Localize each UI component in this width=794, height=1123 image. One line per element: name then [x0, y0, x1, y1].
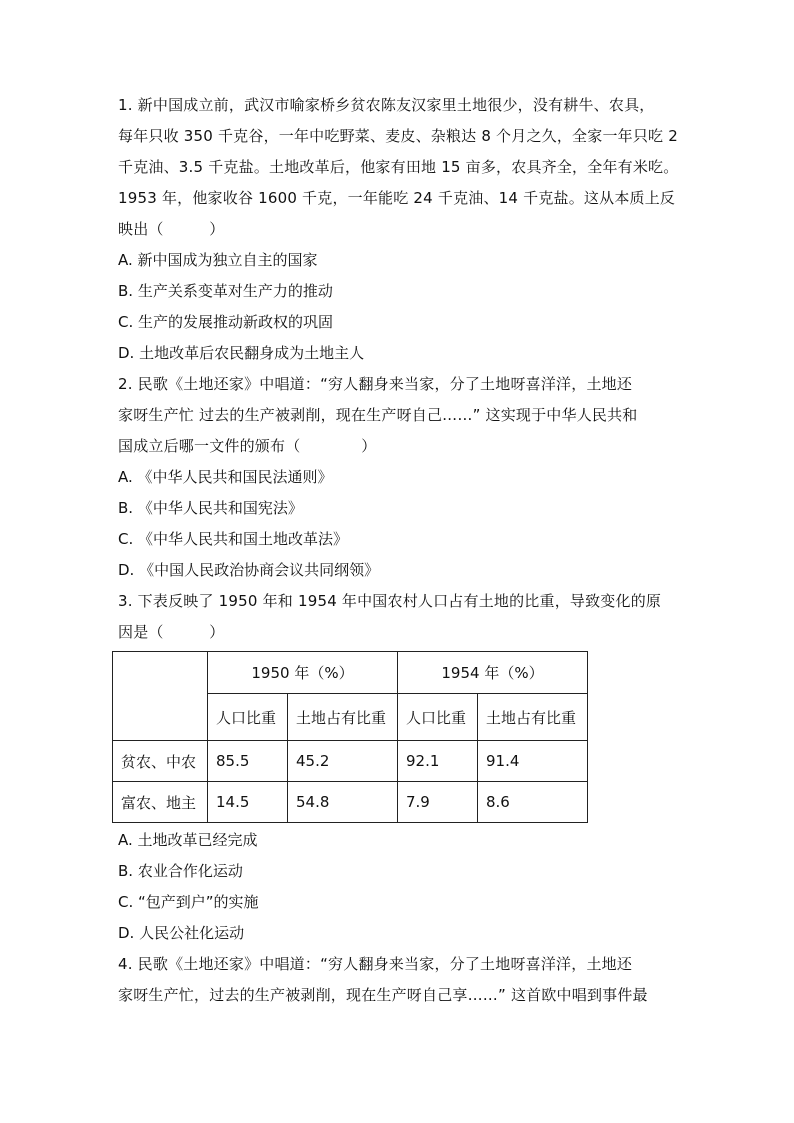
question-3-option-c: C. “包产到户”的实施	[118, 893, 259, 911]
question-3-line-1: 3. 下表反映了 1950 年和 1954 年中国农村人口占有土地的比重，导致变化的原	[118, 592, 662, 610]
table-cell: 92.1	[398, 741, 478, 782]
question-1-option-d: D. 土地改革后农民翻身成为土地主人	[118, 344, 365, 362]
question-1-line-4: 1953 年，他家收谷 1600 千克，一年能吃 24 千克油、14 千克盐。这从本质上反	[118, 189, 676, 207]
table-cell: 91.4	[478, 741, 588, 782]
question-1-option-c: C. 生产的发展推动新政权的巩固	[118, 313, 334, 331]
table-row	[113, 741, 588, 782]
question-4-line-1: 4. 民歌《土地还家》中唱道：“穷人翻身来当家，分了土地呀喜洋洋，土地还	[118, 955, 633, 973]
table-subheader-land-1950: 土地占有比重	[288, 694, 398, 741]
question-1-line-2: 每年只收 350 千克谷，一年中吃野菜、麦皮、杂粮达 8 个月之久，全家一年只吃 2	[118, 127, 678, 145]
question-4	[118, 949, 682, 1011]
table-corner-cell	[113, 652, 208, 741]
table-row	[113, 782, 588, 823]
table-cell: 8.6	[478, 782, 588, 823]
question-4-line-2: 家呀生产忙，过去的生产被剥削，现在生产呀自己享……” 这首欧中唱到事件最	[118, 986, 648, 1004]
table-year-header-1950: 1950 年（%）	[208, 652, 398, 694]
question-3-option-d: D. 人民公社化运动	[118, 924, 245, 942]
table-row-label: 贫农、中农	[113, 741, 208, 782]
question-1-line-1: 1. 新中国成立前，武汉市喻家桥乡贫农陈友汉家里土地很少，没有耕牛、农具，	[118, 96, 655, 114]
document-page	[118, 90, 682, 1011]
table-cell: 54.8	[288, 782, 398, 823]
question-2-option-a: A. 《中华人民共和国民法通则》	[118, 468, 333, 486]
question-2-line-1: 2. 民歌《土地还家》中唱道：“穷人翻身来当家，分了土地呀喜洋洋，土地还	[118, 375, 633, 393]
table-cell: 14.5	[208, 782, 288, 823]
table-subheader-land-1954: 土地占有比重	[478, 694, 588, 741]
table-cell: 45.2	[288, 741, 398, 782]
question-2-option-c: C. 《中华人民共和国土地改革法》	[118, 530, 349, 548]
question-2	[118, 369, 682, 586]
question-1	[118, 90, 682, 369]
table-cell: 85.5	[208, 741, 288, 782]
question-1-line-5: 映出（ ）	[118, 220, 225, 238]
table-subheader-pop-1954: 人口比重	[398, 694, 478, 741]
question-3-option-b: B. 农业合作化运动	[118, 862, 243, 880]
question-3	[118, 586, 682, 949]
question-1-option-a: A. 新中国成为独立自主的国家	[118, 251, 318, 269]
question-3-line-2: 因是（ ）	[118, 623, 225, 641]
question-2-line-3: 国成立后哪一文件的颁布（ ）	[118, 437, 377, 455]
table-header-row	[113, 652, 588, 694]
question-2-option-d: D. 《中国人民政治协商会议共同纲领》	[118, 561, 380, 579]
question-2-option-b: B. 《中华人民共和国宪法》	[118, 499, 303, 517]
table-subheader-pop-1950: 人口比重	[208, 694, 288, 741]
table-year-header-1954: 1954 年（%）	[398, 652, 588, 694]
question-1-line-3: 千克油、3.5 千克盐。土地改革后，他家有田地 15 亩多，农具齐全，全年有米吃。	[118, 158, 679, 176]
question-3-option-a: A. 土地改革已经完成	[118, 831, 258, 849]
table-row-label: 富农、地主	[113, 782, 208, 823]
table-cell: 7.9	[398, 782, 478, 823]
question-2-line-2: 家呀生产忙 过去的生产被剥削，现在生产呀自己……” 这实现于中华人民共和	[118, 406, 638, 424]
land-share-table	[112, 651, 588, 823]
question-1-option-b: B. 生产关系变革对生产力的推动	[118, 282, 333, 300]
